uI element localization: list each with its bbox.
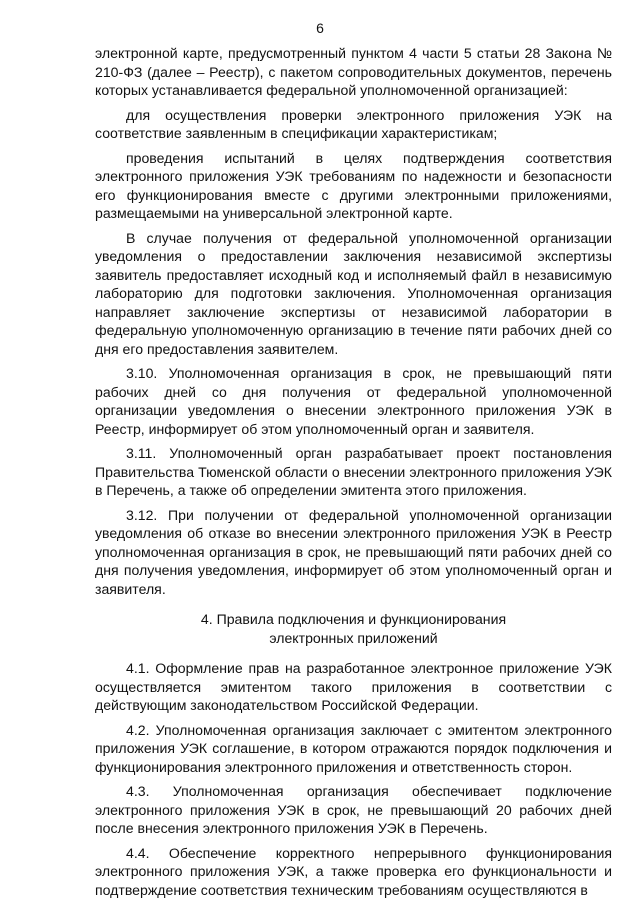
paragraph-testing-purpose: проведения испытаний в целях подтверждения соответствия электронного приложения УЭК требованиям по надежности и безопасности его функционирования вместе с другими электронными приложениями, размещаемыми на универсальной электронной карте. bbox=[95, 149, 612, 221]
section-heading-line-2: электронных приложений bbox=[269, 629, 438, 646]
paragraph-4-1: 4.1. Оформление прав на разработанное электронное приложение УЭК осуществляется эмитентом такого приложения в соответствии с действующим законодательством Российской Федерации. bbox=[95, 660, 612, 713]
page-number: 6 bbox=[316, 20, 324, 36]
paragraph-4-2: 4.2. Уполномоченная организация заключает с эмитентом электронного приложения УЭК соглашение, в котором отражаются порядок подключения и функционирования электронного приложения и ответственность сторон. bbox=[95, 721, 612, 775]
section-heading-line-1: 4. Правила подключения и функционирования bbox=[200, 611, 507, 627]
paragraph-3-12: 3.12. При получении от федеральной уполномоченной организации уведомления об отказе во внесении электронного приложения УЭК в Реестр уполномоченная организация в срок, не превышающий пяти рабочих дней со дня получения уведомления, информирует об этом уполномоченный орган и заявителя. bbox=[95, 506, 612, 597]
paragraph-continuation: электронной карте, предусмотренный пунктом 4 части 5 статьи 28 Закона № 210-ФЗ (далее – Реестр), с пакетом сопроводительных документов, перечень которых устанавливается федеральной уполномоченной организацией: bbox=[95, 45, 612, 98]
paragraph-3-11: 3.11. Уполномоченный орган разрабатывает проект постановления Правительства Тюменской области о внесении электронного приложения УЭК в Перечень, а также об определении эмитента этого приложения. bbox=[95, 445, 612, 498]
document-body bbox=[95, 44, 612, 905]
paragraph-4-3: 4.3. Уполномоченная организация обеспечивает подключение электронного приложения УЭК в срок, не превышающий 20 рабочих дней после внесения электронного приложения УЭК в Перечень. bbox=[95, 783, 612, 836]
paragraph-3-10: 3.10. Уполномоченная организация в срок, не превышающий пяти рабочих дней со дня получения от федеральной уполномоченной организации уведомления о внесении электронного приложения УЭК в Реестр, информирует об этом уполномоченный орган и заявителя. bbox=[95, 365, 612, 437]
paragraph-check-purpose: для осуществления проверки электронного приложения УЭК на соответствие заявленным в спецификации характеристикам; bbox=[95, 106, 612, 141]
paragraph-4-4: 4.4. Обеспечение корректного непрерывного функционирования электронного приложения УЭК, а также проверка его функциональности и подтверждение соответствия техническим требованиям осуществляются в bbox=[95, 844, 612, 898]
section-heading bbox=[95, 610, 612, 647]
paragraph-independent-expertise: В случае получения от федеральной уполномоченной организации уведомления о предоставлении заключения независимой экспертизы заявитель предоставляет исходный код и исполняемый файл в независимую лабораторию для подготовки заключения. Уполномоченная организация направляет заключение экспертизы от независимой лаборатории в федеральную уполномоченную организацию в течение пяти рабочих дней со дня его предоставления заявителем. bbox=[95, 229, 612, 357]
